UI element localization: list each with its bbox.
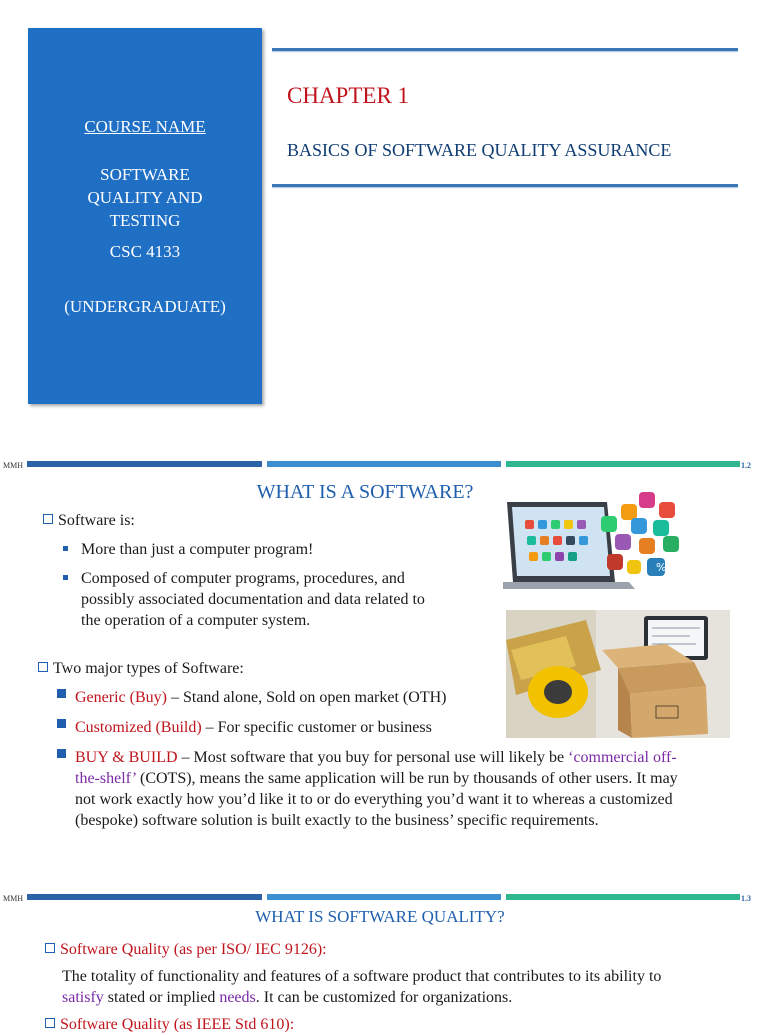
header-bar-segment-3	[506, 461, 740, 467]
software-is-item	[43, 510, 135, 531]
bullet-buy-and-build	[75, 747, 745, 831]
slide-number: 1.2	[741, 461, 751, 470]
header-bar-segment-1	[27, 894, 262, 900]
title-bottom-rule	[272, 184, 738, 187]
sq-iso-item	[45, 939, 327, 960]
slide-3-header-bar	[0, 894, 768, 904]
square-bullet-icon	[63, 546, 68, 551]
checkbox-bullet-icon	[38, 662, 48, 672]
cots-term-part-1: ‘commercial off-	[568, 749, 677, 766]
buy-build-text-1: – Most software that you buy for personal use will likely be	[177, 749, 569, 766]
customized-text: – For specific customer or business	[201, 719, 432, 736]
bullet-more-than-program: More than just a computer program!	[81, 541, 314, 558]
sq-definition	[62, 966, 752, 1008]
checkbox-bullet-icon	[45, 1018, 55, 1028]
buy-build-line-2	[75, 768, 745, 789]
needs-term: needs	[219, 989, 256, 1006]
sq-ieee-label: Software Quality (as IEEE Std 610):	[60, 1016, 295, 1033]
course-code: CSC 4133	[109, 242, 181, 261]
satisfy-term: satisfy	[62, 989, 104, 1006]
header-bar-segment-3	[506, 894, 740, 900]
buy-build-line-4: (bespoke) software solution is built exactly to the business’ specific requirements.	[75, 812, 599, 829]
course-title-line-3: TESTING	[109, 211, 181, 230]
software-box-image	[506, 610, 730, 738]
square-bullet-icon	[57, 689, 66, 698]
square-bullet-icon	[63, 575, 68, 580]
footer-left-label: MMH	[3, 461, 24, 470]
bullet-composed-of	[81, 568, 425, 631]
bullet-customized	[75, 717, 432, 738]
header-bar-segment-2	[267, 894, 501, 900]
two-types-label: Two major types of Software:	[53, 660, 244, 677]
course-name-heading: COURSE NAME	[84, 117, 206, 136]
header-bar-segment-1	[27, 461, 262, 467]
cots-term-part-2: the-shelf’	[75, 770, 136, 787]
generic-text: – Stand alone, Sold on open market (OTH)	[166, 689, 447, 706]
sq-ieee-item	[45, 1014, 294, 1035]
definition-text-b: . It can be customized for organizations.	[255, 989, 513, 1006]
chapter-heading: CHAPTER 1	[287, 83, 410, 108]
checkbox-bullet-icon	[45, 943, 55, 953]
slide-title: WHAT IS SOFTWARE QUALITY?	[255, 907, 505, 926]
course-title-line-1: SOFTWARE	[100, 165, 190, 184]
footer-left-label: MMH	[3, 894, 24, 903]
square-bullet-icon	[57, 749, 66, 758]
svg-text:%: %	[656, 561, 667, 574]
square-bullet-icon	[57, 719, 66, 728]
checkbox-bullet-icon	[43, 514, 53, 524]
sq-definition-line-1: The totality of functionality and features of a software product that contributes to its ability to	[62, 968, 662, 985]
slide-title: WHAT IS A SOFTWARE?	[256, 481, 474, 503]
bullet-composed-line-3: the operation of a computer system.	[81, 612, 311, 629]
sq-iso-label: Software Quality (as per ISO/ IEC 9126):	[60, 941, 327, 958]
buy-build-line-3: not work exactly how you’d like it to or do everything you’d want it to whereas a customized	[75, 791, 673, 808]
sq-definition-line-2	[62, 987, 752, 1008]
slide-2-header-bar	[0, 461, 768, 471]
chapter-subtitle: BASICS OF SOFTWARE QUALITY ASSURANCE	[287, 140, 672, 160]
generic-label: Generic (Buy)	[75, 689, 167, 706]
header-bar-segment-2	[267, 461, 501, 467]
course-info-panel	[28, 28, 262, 404]
software-is-label: Software is:	[58, 512, 135, 529]
title-top-rule	[272, 48, 738, 51]
buy-build-line-1	[75, 747, 745, 768]
definition-text-a: stated or implied	[103, 989, 220, 1006]
slide-number: 1.3	[741, 894, 751, 903]
laptop-apps-image	[503, 490, 685, 590]
customized-label: Customized (Build)	[75, 719, 202, 736]
bullet-generic	[75, 687, 446, 708]
bullet-composed-line-1: Composed of computer programs, procedures, and	[81, 570, 405, 587]
course-title-line-2: QUALITY AND	[87, 188, 203, 207]
two-types-item	[38, 658, 244, 679]
bullet-composed-line-2: possibly associated documentation and data related to	[81, 591, 425, 608]
buy-build-label: BUY & BUILD	[75, 749, 178, 766]
buy-build-text-2: (COTS), means the same application will be run by thousands of other users. It may	[136, 770, 678, 787]
course-level: (UNDERGRADUATE)	[64, 297, 226, 316]
